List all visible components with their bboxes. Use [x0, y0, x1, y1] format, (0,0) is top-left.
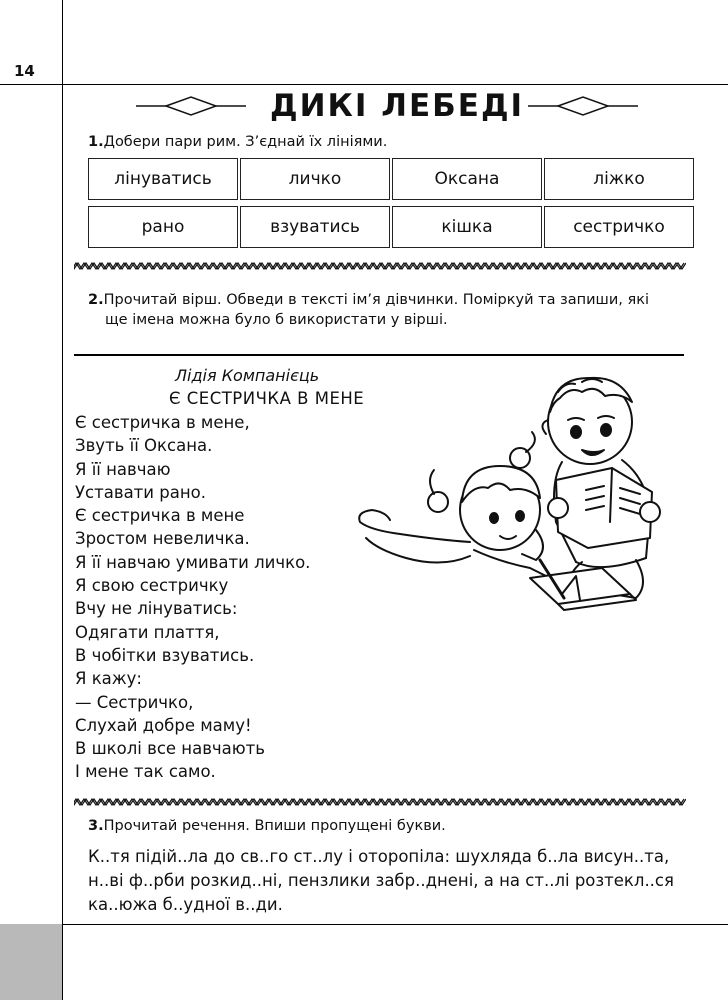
poem-line: Я її навчаю умивати личко. [75, 552, 311, 572]
left-margin-line [62, 0, 63, 1000]
page-number: 14 [14, 62, 35, 80]
task3-exercise-text[interactable] [88, 845, 688, 917]
poem-body [75, 411, 310, 784]
boy-figure [542, 378, 660, 598]
word-box: взуватись [240, 206, 390, 248]
footer-line [0, 924, 728, 925]
poem-line: Слухай добре маму! [75, 715, 252, 735]
poem-line: Одягати плаття, [75, 622, 220, 642]
zigzag-divider [74, 798, 686, 806]
word-box: рано [88, 206, 238, 248]
poem-line: Є сестричка в мене, [75, 413, 250, 432]
exercise-line: н..ві ф..рби розкид..ні, пензлики забр..днені, а на ст..лі розтекл..ся [88, 871, 674, 890]
page-title: ДИКІ ЛЕБЕДІ [270, 88, 525, 124]
word-box: лінуватись [88, 158, 238, 200]
poem-line: — Сестричко, [75, 692, 194, 712]
poem-title: Є СЕСТРИЧКА В МЕНЕ [169, 389, 365, 408]
word-box: личко [240, 158, 390, 200]
word-box: ліжко [544, 158, 694, 200]
poem-line: Вчу не лінуватись: [75, 599, 238, 619]
exercise-line: ка..южа б..удної в..ди. [88, 895, 283, 914]
task3-number: 3. [88, 818, 104, 834]
title-ornament-right [528, 95, 638, 117]
poem-line: В чобітки взуватись. [75, 645, 255, 665]
task2-instruction-line1: Прочитай вірш. Обведи в тексті ім’я дівчинки. Поміркуй та запиши, які [103, 292, 649, 308]
poem-line: Я її навчаю [75, 459, 171, 479]
footer-gray-block [0, 924, 62, 1000]
poem-line: Є сестричка в мене [75, 506, 245, 526]
task2-instruction-line2: ще імена можна було б використати у вірші. [105, 312, 448, 328]
task3-instruction: Прочитай речення. Впиши пропущені букви. [103, 818, 446, 834]
zigzag-divider [74, 262, 686, 270]
poem-line: Я кажу: [75, 669, 142, 689]
poem-line: Звуть її Оксана. [75, 436, 213, 456]
poem-author: Лідія Компанієць [175, 366, 320, 385]
answer-line[interactable] [74, 354, 684, 356]
poem-line: І мене так само. [75, 762, 216, 782]
task1-number: 1. [88, 134, 104, 150]
poem-line: Уставати рано. [75, 482, 206, 502]
task1-heading [88, 134, 387, 150]
task2-number: 2. [88, 292, 104, 308]
exercise-line: К..тя підій..ла до св..го ст..лу і оторопіла: шухляда б..ла висун..та, [88, 847, 670, 866]
title-ornament-left [136, 95, 246, 117]
word-box: Оксана [392, 158, 542, 200]
word-box: сестричко [544, 206, 694, 248]
task1-instruction: Добери пари рим. З’єднай їх лініями. [103, 134, 388, 150]
task2-heading [88, 290, 649, 330]
poem-line: Я свою сестричку [75, 576, 229, 596]
children-illustration [350, 362, 680, 652]
task3-heading [88, 818, 446, 834]
word-box: кішка [392, 206, 542, 248]
poem-line: В школі все навчають [75, 739, 265, 759]
poem-line: Зростом невеличка. [75, 529, 250, 549]
header-line [0, 84, 728, 85]
